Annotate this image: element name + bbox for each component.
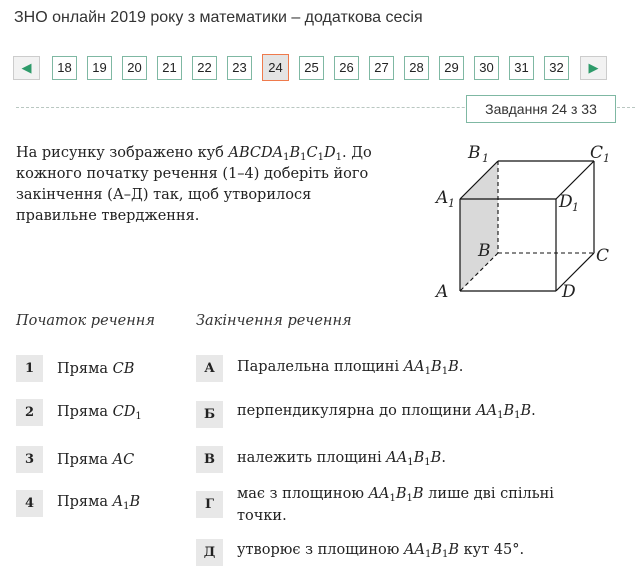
question-pagination — [13, 54, 607, 81]
label-d1-sub: 1 — [572, 201, 579, 214]
page-button-18[interactable]: 18 — [52, 56, 77, 80]
arrow-left-icon: ◀ — [21, 59, 32, 75]
ending-text-d: утворює з площиною $AA_1B_1B$ кут 45°. — [237, 542, 525, 560]
page-button-20[interactable]: 20 — [122, 56, 147, 80]
start-number-4: 4 — [16, 490, 43, 517]
cube-figure — [420, 135, 620, 305]
label-b: B — [478, 241, 491, 261]
page-button-23[interactable]: 23 — [227, 56, 252, 80]
page-button-32[interactable]: 32 — [544, 56, 569, 80]
label-a: A — [436, 282, 449, 302]
start-number-3: 3 — [16, 446, 43, 473]
left-column-header: Початок речення — [16, 313, 155, 329]
prev-page-button[interactable] — [13, 56, 40, 80]
label-a1: A — [436, 188, 449, 208]
label-c1-sub: 1 — [603, 152, 610, 165]
start-text-2: Пряма $CD_1$ — [57, 404, 142, 422]
page-button-19[interactable]: 19 — [87, 56, 112, 80]
page-button-26[interactable]: 26 — [334, 56, 359, 80]
ending-text-g: має з площиною $AA_1B_1B$ лише дві спільні точки. — [237, 486, 554, 524]
page-title: ЗНО онлайн 2019 року з математики – додаткова сесія — [14, 9, 423, 26]
task-counter: Завдання 24 з 33 — [466, 95, 616, 123]
ending-text-v: належить площині $AA_1B_1B$. — [237, 450, 446, 468]
ending-letter-a: А — [196, 355, 223, 382]
start-text-1: Пряма CB — [57, 361, 135, 377]
ending-letter-b: Б — [196, 401, 223, 428]
label-d1: D — [559, 192, 573, 212]
ending-letter-g: Г — [196, 491, 223, 518]
page-button-21[interactable]: 21 — [157, 56, 182, 80]
label-b1-sub: 1 — [482, 152, 489, 165]
page-button-27[interactable]: 27 — [369, 56, 394, 80]
page-button-22[interactable]: 22 — [192, 56, 217, 80]
ending-text-b: перпендикулярна до площини $AA_1B_1B$. — [237, 403, 536, 421]
right-column-header: Закінчення речення — [196, 313, 352, 329]
label-c1: C — [590, 143, 604, 163]
label-d: D — [562, 282, 576, 302]
arrow-right-icon: ▶ — [588, 59, 599, 75]
start-number-1: 1 — [16, 355, 43, 382]
question-text: На рисунку зображено куб $ABCDA_1B_1C_1D_1$. До кожного початку речення (1–4) доберіть його закінчення (А–Д) так, щоб утворилося правильне твердження. — [16, 145, 372, 224]
next-page-button[interactable] — [580, 56, 607, 80]
start-text-3: Пряма AC — [57, 452, 135, 468]
page-button-29[interactable]: 29 — [439, 56, 464, 80]
page-button-30[interactable]: 30 — [474, 56, 499, 80]
ending-letter-d: Д — [196, 539, 223, 566]
start-number-2: 2 — [16, 399, 43, 426]
start-text-4: Пряма $A_1B$ — [57, 494, 141, 512]
ending-text-a: Паралельна площині $AA_1B_1B$. — [237, 359, 464, 377]
ending-letter-v: В — [196, 446, 223, 473]
page-button-25[interactable]: 25 — [299, 56, 324, 80]
label-c: C — [596, 246, 610, 266]
page-button-31[interactable]: 31 — [509, 56, 534, 80]
page-button-28[interactable]: 28 — [404, 56, 429, 80]
label-b1: B — [468, 143, 481, 163]
page-button-24-current[interactable]: 24 — [262, 54, 289, 81]
label-a1-sub: 1 — [448, 197, 455, 210]
